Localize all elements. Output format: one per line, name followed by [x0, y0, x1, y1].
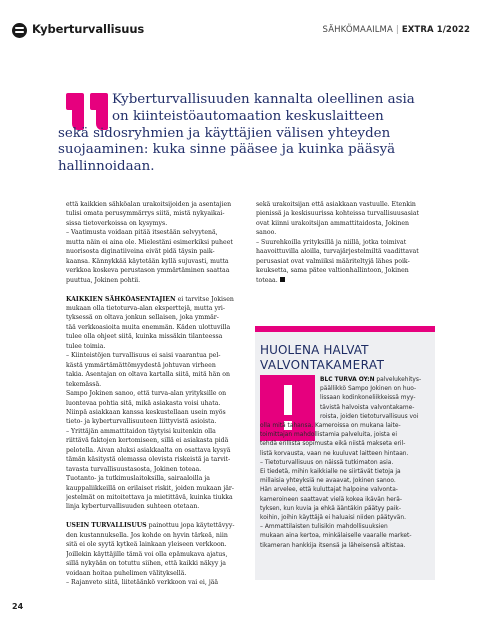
body-line: luontevaa pohtia sitä, mikä asiakasta voisi uhata.	[66, 399, 221, 407]
body-line: tavasta turvallisuustasosta, Jokinen toteaa.	[66, 465, 202, 473]
body-line: sillä nykyään on totuttu siihen, että kaikki näkyy ja	[66, 560, 226, 568]
issue-label: EXTRA 1/2022	[401, 25, 470, 35]
body-line-lead	[66, 295, 242, 304]
body-line: tyksessä on oltava jonkun sellaisen, joka ymmär-	[66, 314, 219, 322]
header-separator: |	[395, 25, 399, 35]
side-box-line: lissaan kodinkoneliikkeissä myy-	[320, 395, 416, 402]
body-line: sissa tietoverkoissa on kysymys.	[66, 219, 168, 227]
body-line: tulee olla ohjeet siitä, kuinka missäkin tilanteessa	[66, 333, 223, 341]
pull-quote-line: on kiinteistöautomaation keskuslaitteen	[112, 108, 384, 124]
side-box-line: Hän arvelee, että kuluttajat halpoine valvonta-	[260, 487, 398, 494]
side-box-line: tehdä erillistä sopimusta eikä niistä makseta eril-	[260, 441, 406, 448]
lead-in-text: BLC TURVA OY:N	[320, 377, 375, 383]
body-text: painottuu jopa käytettävyy-	[146, 522, 235, 530]
side-box-line: tikameran hankkija itsensä ja läheisensä altistaa.	[260, 542, 406, 549]
body-line-lead	[66, 521, 242, 530]
body-line: – Vaatimusta voidaan pitää itsestään selvyytenä,	[66, 229, 218, 237]
paragraph-gap	[66, 285, 242, 294]
body-line: kauppaliikkeillä on erilaiset riskit, joiden mukaan jär-	[66, 484, 234, 492]
body-line: keuksetta, sama pätee valtionhallintoon, Jokinen	[256, 267, 409, 275]
body-line: pelotella. Aivan aluksi asiakkaalta on osattava kysyä	[66, 446, 231, 454]
side-box-title-line: VALVONTAKAMERAT	[260, 357, 385, 372]
body-line: tulisi omata perusymmärrys siitä, mistä nykyaikai-	[66, 210, 225, 218]
body-line: puuttua, Jokinen pohtii.	[66, 276, 141, 284]
body-line: riittävä faktojen kertomiseen, sillä ei asiakasta pidä	[66, 437, 229, 445]
body-line: mukaan olla tietoturva-alan eksperttejä, mutta yri-	[66, 304, 225, 312]
body-line: Joillekin käyttäjille tämä voi olla epämukava ajatus,	[66, 550, 228, 558]
side-box-line: olla mitä tahansa. Kameroissa on mukana laite-	[260, 423, 401, 430]
article-column-right	[256, 200, 432, 285]
body-line: tää verkkoasioita muita enemmän. Käden ulottuvilla	[66, 323, 231, 331]
side-box-line: mukaan aina kertoa, minkälaiselle vaaralle market-	[260, 533, 412, 540]
body-line: verkkoa koskeva perustason ymmärtäminen saattaa	[66, 267, 230, 275]
side-box-line: tävistä halvoista valvontakame-	[320, 404, 415, 411]
body-text: toteaa.	[256, 276, 278, 284]
body-line: sekä urakoitsijan että asiakkaan vastuulle. Etenkin	[256, 201, 416, 208]
body-line: mutta näin ei aina ole. Mielestäni esimerkiksi puheet	[66, 238, 233, 246]
pull-quote-line: hallinnoidaan.	[58, 159, 155, 175]
section-label: Kyberturvallisuus	[32, 22, 145, 36]
side-box-line: roista, joiden tietoturvallisuus voi	[320, 413, 419, 420]
body-text: ei tarvitse Jokisen	[175, 295, 234, 303]
body-line: tulee toimia.	[66, 342, 106, 350]
side-box-line: listä korvausta, vaan ne kuuluvat laitteen hintaan.	[260, 450, 409, 457]
body-line: kaansa. Kännykkää käytetään kyllä sujuvasti, mutta	[66, 257, 229, 265]
body-line: den kustannuksella. Jos kohde on hyvin tärkeä, niin	[66, 531, 228, 539]
side-box	[255, 326, 435, 580]
lead-in-text: USEIN TURVALLISUUS	[66, 522, 147, 530]
side-box-line: kameroineen saattavat vielä kokea ikävän herä-	[260, 496, 402, 503]
body-text: palvelukehitys-	[374, 377, 422, 383]
body-line: nuorisosta diginatiiveina eivät pidä täysin paik-	[66, 248, 215, 256]
body-line: – Suurehkoilla yrityksillä ja niillä, jotka toimivat	[256, 238, 407, 246]
body-line-end	[256, 276, 432, 285]
side-box-title-line: HUOLENA HALVAT	[260, 343, 369, 357]
paragraph-gap	[66, 512, 242, 521]
body-line: – Yrittäjän ammattitaidon täytyisi kuitenkin olla	[66, 427, 216, 435]
article-column-left	[66, 200, 242, 588]
body-line: sanoo.	[256, 229, 277, 237]
magazine-info	[323, 25, 470, 35]
end-of-article-mark	[280, 277, 285, 282]
side-box-line: koihin, joihin käyttäjä ei haluaisi niiden päätyvän.	[260, 515, 406, 522]
page-number: 24	[12, 602, 24, 611]
body-line: jestelmät on mitoitettava ja mietittävä, kuinka tiukka	[66, 494, 233, 502]
body-line: Niinpä asiakkaan kanssa keskustellaan usein myös	[66, 408, 226, 416]
body-line: sitä ei ole syytä kytkeä lainkaan yleiseen verkkoon.	[66, 541, 227, 549]
pull-quote-line: sekä sidosryhmien ja käyttäjien välisen yhteyden	[58, 125, 391, 141]
body-line: haavoittuvilla aloilla, turvajärjestelmiltä vaadittavat	[256, 248, 419, 256]
side-box-title	[260, 343, 430, 372]
magazine-name: SÄHKÖMAAILMA	[322, 25, 393, 35]
body-line: – Kiinteistöjen turvallisuus ei saisi vaarantua pel-	[66, 352, 221, 360]
side-box-line: – Ammattilaisten tulisikin mahdollisuuksien	[260, 524, 388, 531]
body-line: kästä ymmärtämättömyydestä johtuvan virheen	[66, 361, 216, 369]
body-line: pienissä ja keskisuurissa kohteissa turvallisuusasiat	[256, 210, 420, 218]
section-logo-icon	[12, 23, 27, 38]
side-box-line: Ei tiedetä, mihin kaikkialle ne siirtävät tietoja ja	[260, 469, 401, 476]
body-line: linja kyberturvallisuuden suhteen otetaan.	[66, 503, 200, 511]
body-line: takia. Asentajan on oltava kartalla siitä, mitä hän on	[66, 371, 231, 379]
body-line: tieto- ja kyberturvallisuuteen liittyvistä asioista.	[66, 418, 217, 426]
side-box-line: päällikkö Sampo Jokinen on huo-	[320, 386, 417, 393]
body-line: ovat kiinni urakoitsijan ammattitaidosta, Jokinen	[256, 219, 410, 227]
pull-quote-line: suojaaminen: kuka sinne pääsee ja kuinka pääsyä	[58, 142, 396, 158]
side-box-line: – Tietoturvallisuus on näissä tutkimaton asia.	[260, 459, 394, 466]
page-header	[12, 22, 470, 40]
side-box-line: tyksen, kun kuvia ja ehkä ääntäkin päätyy paik-	[260, 505, 401, 512]
side-box-line-lead	[260, 376, 432, 385]
body-line: tekemässä.	[66, 380, 102, 388]
pull-quote	[58, 92, 418, 176]
body-line: voidaan hoitaa puhelimen välityksellä.	[66, 569, 187, 577]
body-line: perusasiat ovat valmiiksi määriteltyjä lähes poik-	[256, 257, 410, 265]
body-line: tämän käsitystä olemassa olevista riskeistä ja tarvit-	[66, 456, 231, 464]
body-line: Sampo Jokinen sanoo, että turva-alan yrityksille on	[66, 390, 227, 398]
body-line: Tuotanto- ja tutkimuslaitoksilla, sairaaloilla ja	[66, 475, 210, 483]
side-box-body	[260, 376, 432, 551]
side-box-line: toimittajan mahdollistamia palveluita, joista ei	[260, 432, 397, 439]
lead-in-text: KAIKKIEN SÄHKÖASENTAJIEN	[66, 295, 176, 303]
body-line: että kaikkien sähköalan urakoitsijoiden ja asentajien	[66, 201, 232, 208]
pull-quote-line: Kyberturvallisuuden kannalta oleellinen asia	[112, 92, 415, 107]
body-line: – Rajanveto siitä, liitetäänkö verkkoon vai ei, jää	[66, 579, 219, 587]
side-box-line: millaisia yhteyksiä ne avaavat, Jokinen sanoo.	[260, 478, 396, 485]
